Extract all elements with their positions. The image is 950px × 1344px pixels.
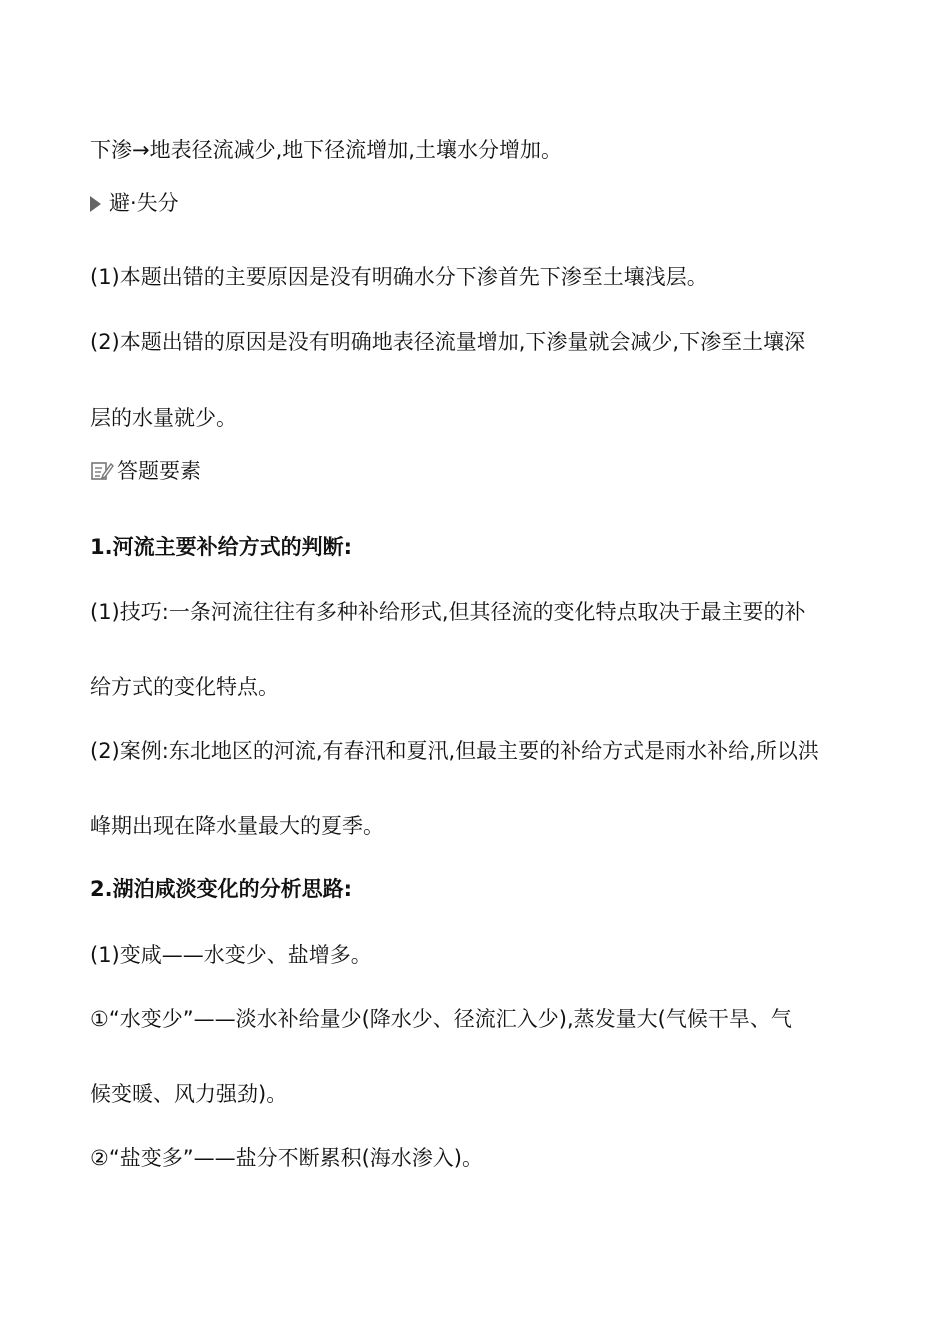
text-line-6: 给方式的变化特点。 xyxy=(90,675,279,699)
text-line-2: (1)本题出错的主要原因是没有明确水分下渗首先下渗至土壤浅层。 xyxy=(90,265,708,289)
section-avoid-loss xyxy=(90,188,870,218)
text-line-11: 候变暖、风力强劲)。 xyxy=(90,1082,288,1106)
text-line-4: 层的水量就少。 xyxy=(90,406,237,430)
text-line-8: 峰期出现在降水量最大的夏季。 xyxy=(90,814,384,838)
triangle-marker-icon xyxy=(90,196,101,212)
text-line-1: 下渗→地表径流减少,地下径流增加,土壤水分增加。 xyxy=(90,138,562,162)
section-answer-elements-title: 答题要素 xyxy=(117,459,201,483)
heading-lake-salinity: 2.湖泊咸淡变化的分析思路: xyxy=(90,877,352,901)
note-edit-icon xyxy=(90,460,114,490)
text-line-5: (1)技巧:一条河流往往有多种补给形式,但其径流的变化特点取决于最主要的补 xyxy=(90,600,806,624)
text-line-7: (2)案例:东北地区的河流,有春汛和夏汛,但最主要的补给方式是雨水补给,所以洪 xyxy=(90,739,819,763)
text-line-10: ①“水变少”——淡水补给量少(降水少、径流汇入少),蒸发量大(气候干旱、气 xyxy=(90,1007,792,1031)
heading-river-recharge: 1.河流主要补给方式的判断: xyxy=(90,535,352,559)
section-answer-elements xyxy=(90,456,870,490)
section-avoid-loss-title: 避·失分 xyxy=(109,191,179,215)
text-line-3: (2)本题出错的原因是没有明确地表径流量增加,下渗量就会减少,下渗至土壤深 xyxy=(90,330,806,354)
text-line-12: ②“盐变多”——盐分不断累积(海水渗入)。 xyxy=(90,1146,483,1170)
text-line-9: (1)变咸——水变少、盐增多。 xyxy=(90,943,372,967)
